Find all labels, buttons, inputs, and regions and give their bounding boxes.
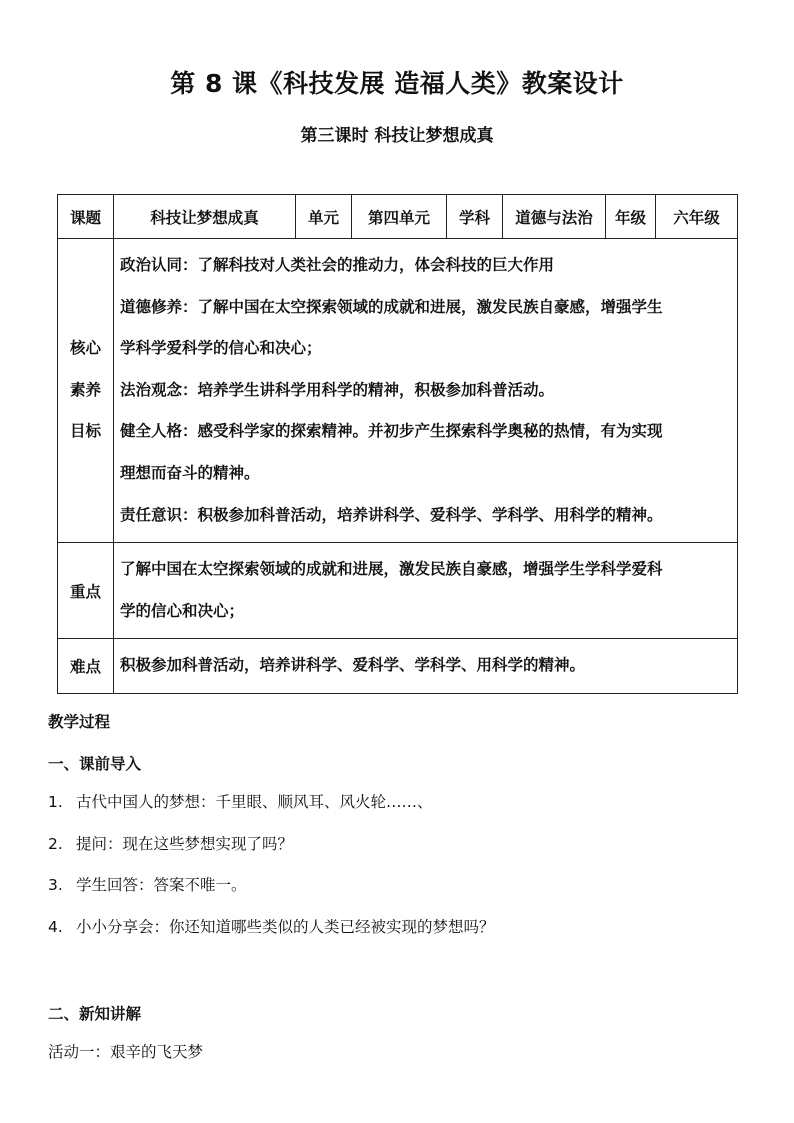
unit-value: 第四单元 [352,195,447,239]
topic-value: 科技让梦想成真 [114,195,296,239]
core-goal-line: 道德修养：了解中国在太空探索领域的成就和进展，激发民族自豪感，增强学生 [120,297,663,316]
list-item [48,915,495,957]
document-subtitle: 第三课时 科技让梦想成真 [300,126,494,146]
process-heading: 教学过程 [48,713,111,731]
list-item [48,832,495,874]
table-header-row [58,195,738,239]
intro-list [48,790,495,956]
list-item-number: 2. [48,834,63,853]
list-item-number: 3. [48,876,63,894]
document-title: 第 8 课《科技发展 造福人类》教案设计 [170,69,624,98]
key-points-row [58,543,738,639]
difficult-point-line: 积极参加科普活动，培养讲科学、爱科学、学科学、用科学的精神。 [120,656,586,675]
section1-heading: 一、课前导入 [48,755,142,773]
subject-value: 道德与法治 [503,195,606,239]
core-goals-label-line: 核心 [69,339,101,358]
list-item-number: 1. [48,793,63,811]
core-goal-line: 学科学爱科学的信心和决心； [120,339,322,358]
core-goal-line: 法治观念：培养学生讲科学用科学的精神，积极参加科普活动。 [120,380,555,399]
core-goals-content [114,239,738,543]
core-goals-row [58,239,738,543]
core-goal-line: 责任意识：积极参加科普活动，培养讲科学、爱科学、学科学、用科学的精神。 [120,505,663,524]
activity-line: 活动一：艰辛的飞天梦 [48,1043,204,1061]
section2-heading: 二、新知讲解 [48,1005,142,1023]
difficult-points-content [114,639,738,694]
grade-value: 六年级 [656,195,738,239]
core-goals-label-line: 素养 [69,380,101,399]
core-goal-line: 健全人格：感受科学家的探索精神。并初步产生探索科学奥秘的热情，有为实现 [120,422,663,441]
key-points-label: 重点 [58,543,114,639]
list-item-text: 小小分享会：你还知道哪些类似的人类已经被实现的梦想吗？ [76,917,495,936]
list-item [48,873,495,915]
difficult-points-label: 难点 [58,639,114,694]
core-goal-line: 政治认同：了解科技对人类社会的推动力，体会科技的巨大作用 [120,256,555,274]
core-goals-label [58,239,114,543]
list-item-text: 提问：现在这些梦想实现了吗？ [76,834,294,853]
unit-label: 单元 [296,195,352,239]
key-point-line: 了解中国在太空探索领域的成就和进展，激发民族自豪感，增强学生学科学爱科 [120,560,663,579]
core-goals-label-line: 目标 [69,422,101,441]
key-point-line: 学的信心和决心； [120,601,245,620]
list-item [48,790,495,832]
lesson-plan-table [57,194,738,694]
list-item-text: 古代中国人的梦想：千里眼、顺风耳、风火轮……、 [76,793,433,811]
list-item-number: 4. [48,917,63,936]
grade-label: 年级 [606,195,656,239]
list-item-text: 学生回答：答案不唯一。 [76,876,247,894]
core-goal-line: 理想而奋斗的精神。 [120,463,260,482]
topic-label: 课题 [58,195,114,239]
difficult-points-row [58,639,738,694]
key-points-content [114,543,738,639]
subject-label: 学科 [447,195,503,239]
